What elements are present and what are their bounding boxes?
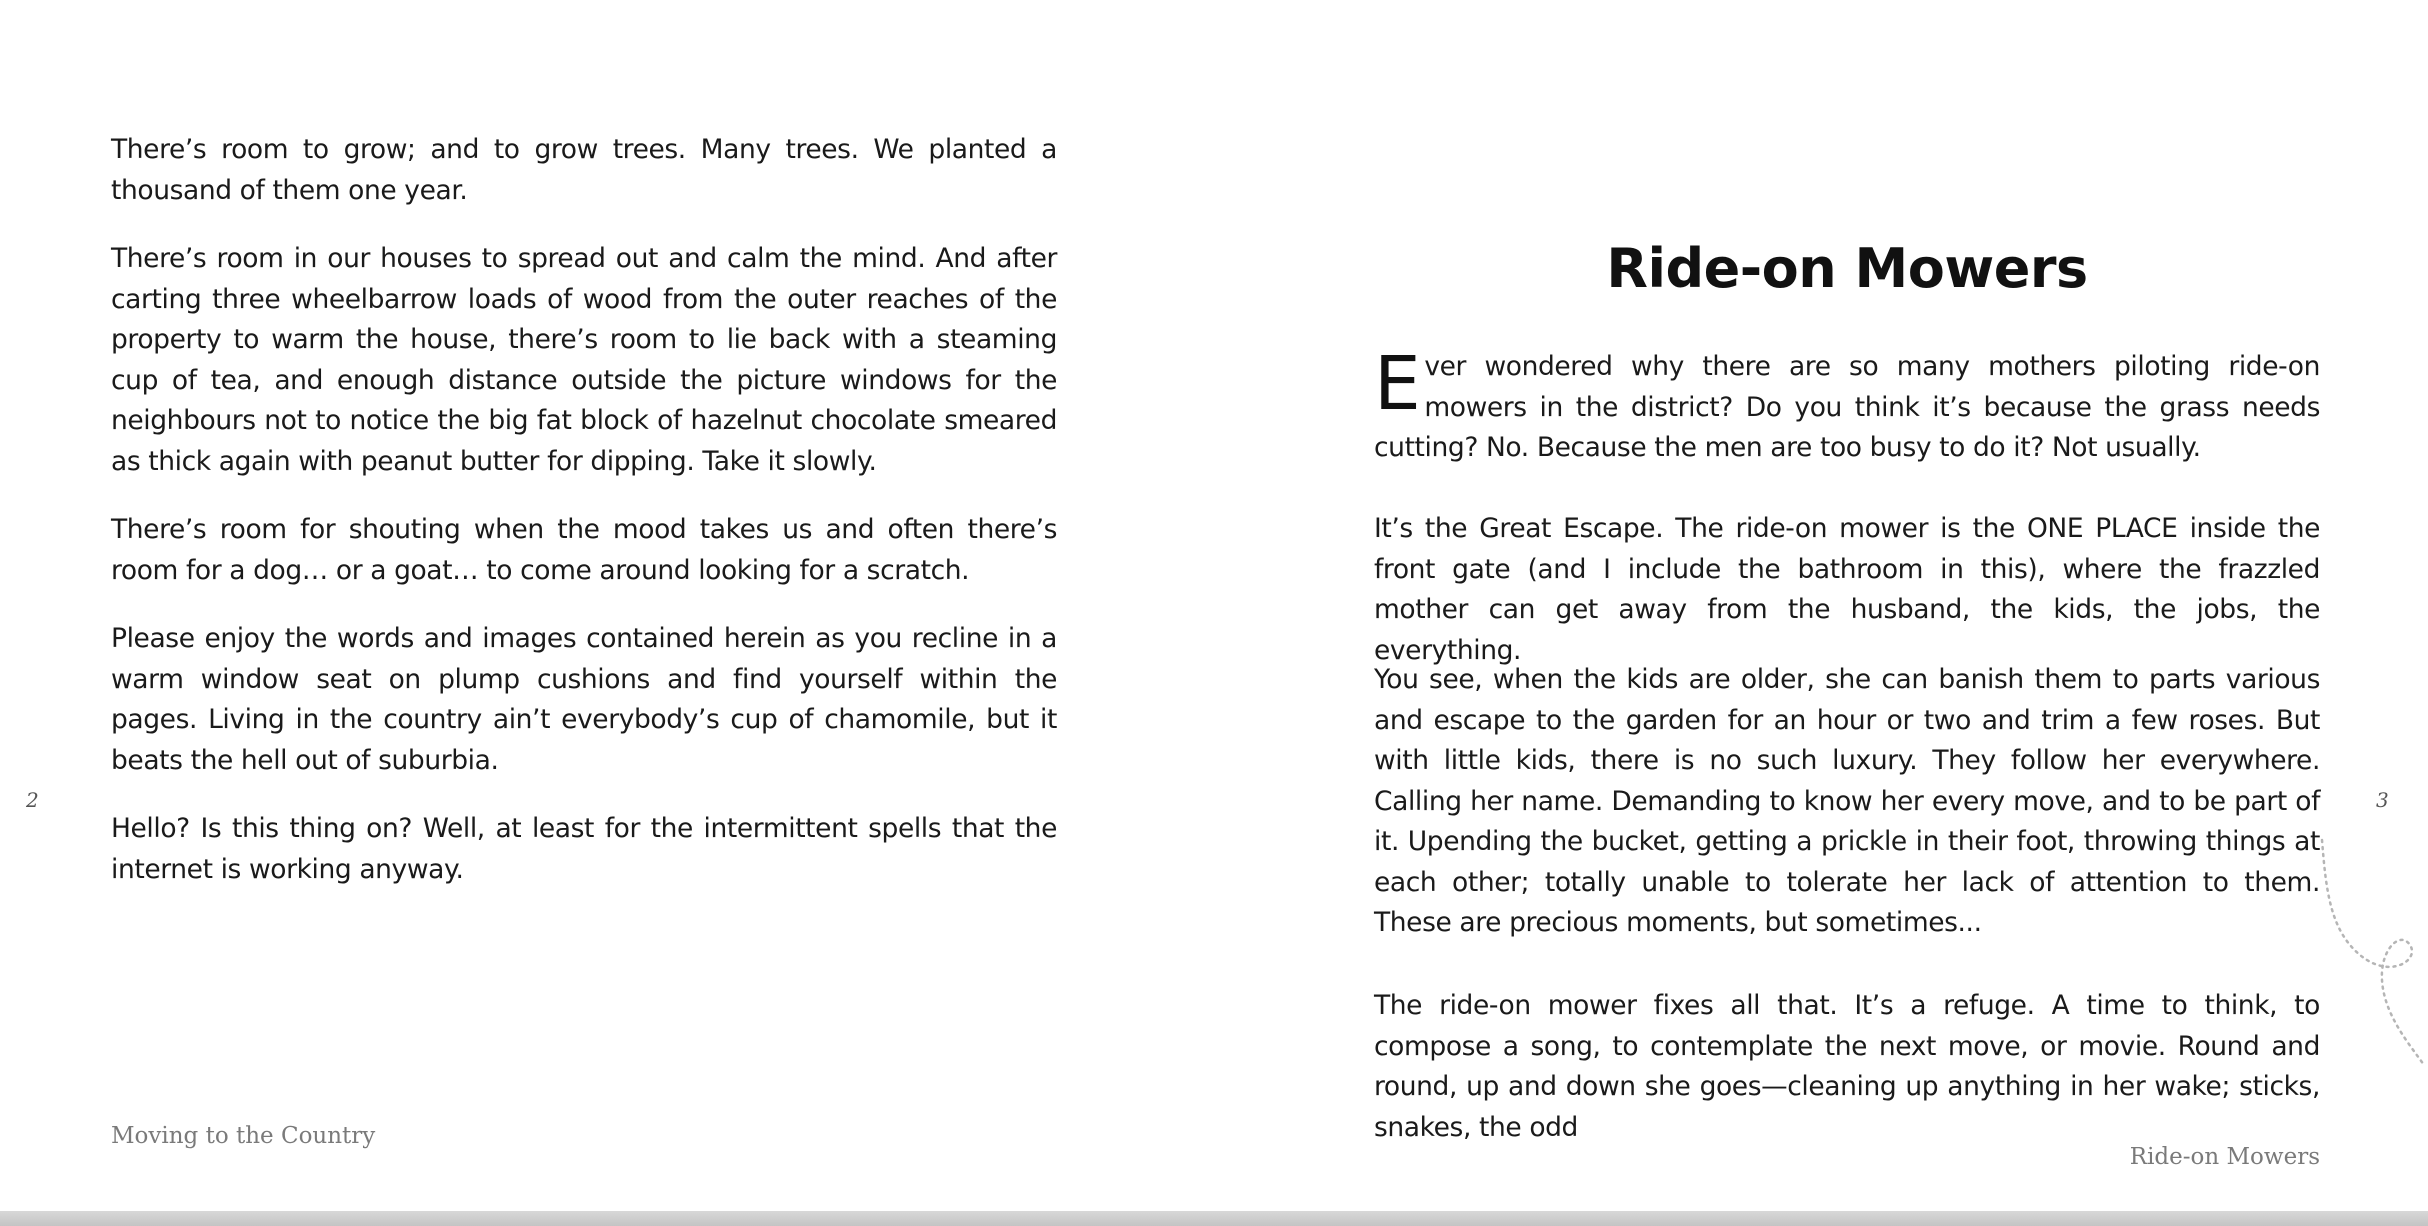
right-running-footer: Ride-on Mowers — [2129, 1144, 2320, 1170]
left-page-number: 2 — [26, 788, 39, 812]
chapter-title: Ride-on Mowers — [1606, 237, 2088, 300]
left-paragraph-4: Please enjoy the words and images contained herein as you recline in a warm window seat on plump cushions and find yourself within the pages. Living in the country ain’t everybody’s cup of chamomile, but it beats the hell out of suburbia. — [111, 623, 1057, 776]
dotted-swirl-decoration-icon — [2320, 830, 2428, 1110]
left-page-body — [111, 130, 1057, 918]
right-paragraph-1-text: ver wondered why there are so many mothers piloting ride-on mowers in the district? Do you think it’s because the grass needs cutting? No. Because the men are too busy to do it? Not usually. — [1374, 351, 2320, 463]
left-running-footer: Moving to the Country — [111, 1123, 376, 1149]
right-paragraph-4 — [1374, 986, 2320, 1148]
right-paragraph-1 — [1374, 341, 2320, 469]
right-paragraph-2-text: It’s the Great Escape. The ride-on mower is the ONE PLACE inside the front gate (and I include the bathroom in this), where the frazzled mother can get away from the husband, the kids, the jobs, the everything. — [1374, 513, 2320, 666]
right-paragraph-2 — [1374, 509, 2320, 671]
right-paragraph-3 — [1374, 660, 2320, 944]
right-paragraph-3-text: You see, when the kids are older, she can banish them to parts various and escape to the garden for an hour or two and trim a few roses. But with little kids, there is no such luxury. They follow her everywhere. Calling her name. Demanding to know her every move, and to be part of it. Upending the bucket, getting a prickle in their foot, throwing things at each other; totally unable to tolerate her lack of attention to them. These are precious moments, but sometimes... — [1374, 664, 2320, 938]
left-paragraph-1: There’s room to grow; and to grow trees. Many trees. We planted a thousand of them one year. — [111, 134, 1057, 206]
left-paragraph-5: Hello? Is this thing on? Well, at least for the intermittent spells that the internet is working anyway. — [111, 813, 1057, 885]
drop-cap: E — [1374, 341, 1421, 427]
right-paragraph-4-text: The ride-on mower fixes all that. It’s a refuge. A time to think, to compose a song, to contemplate the next move, or movie. Round and round, up and down she goes—cleaning up anything in her wake; sticks, snakes, the odd — [1374, 990, 2320, 1143]
left-paragraph-3: There’s room for shouting when the mood takes us and often there’s room for a dog… or a goat… to come around looking for a scratch. — [111, 514, 1057, 586]
right-page-number: 3 — [2376, 788, 2389, 812]
left-paragraph-2: There’s room in our houses to spread out and calm the mind. And after carting three wheelbarrow loads of wood from the outer reaches of the property to warm the house, there’s room to lie back with a steaming cup of tea, and enough distance outside the picture windows for the neighbours not to notice the big fat block of hazelnut chocolate smeared as thick again with peanut butter for dipping. Take it slowly. — [111, 243, 1057, 477]
viewer-bottom-edge — [0, 1211, 2428, 1226]
